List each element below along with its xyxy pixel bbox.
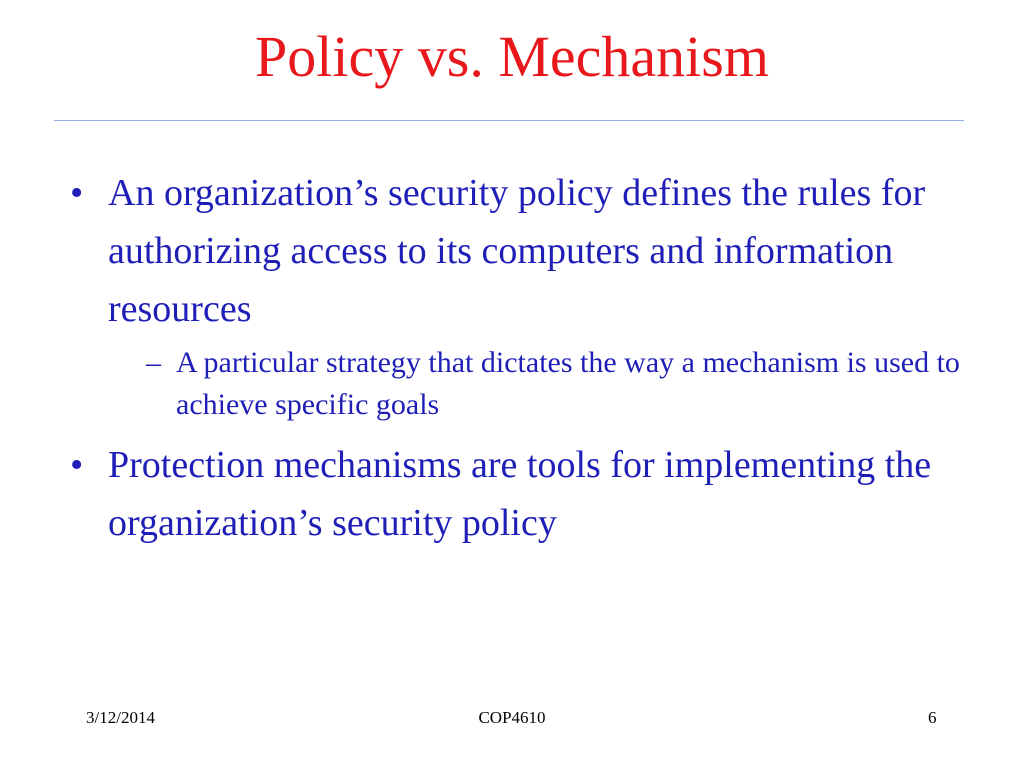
bullet-marker: • [70,444,84,486]
slide-body [70,164,970,552]
title-divider [54,120,964,121]
slide-title: Policy vs. Mechanism [255,24,769,89]
sub-bullet-text: A particular strategy that dictates the way a mechanism is used to achieve specific goals [176,346,960,421]
bullet-text: An organization’s security policy defines the rules for authorizing access to its computers and information resources [108,172,926,330]
bullet-item [70,436,970,552]
bullet-item [70,164,970,338]
footer-course: COP4610 [478,708,546,727]
bullet-marker: • [70,172,84,214]
footer-date: 3/12/2014 [86,708,155,727]
bullet-text: Protection mechanisms are tools for implementing the organization’s security policy [108,444,932,544]
sub-bullet-marker: – [146,346,161,379]
sub-bullet-item [146,342,970,426]
footer-page-number: 6 [928,708,937,727]
